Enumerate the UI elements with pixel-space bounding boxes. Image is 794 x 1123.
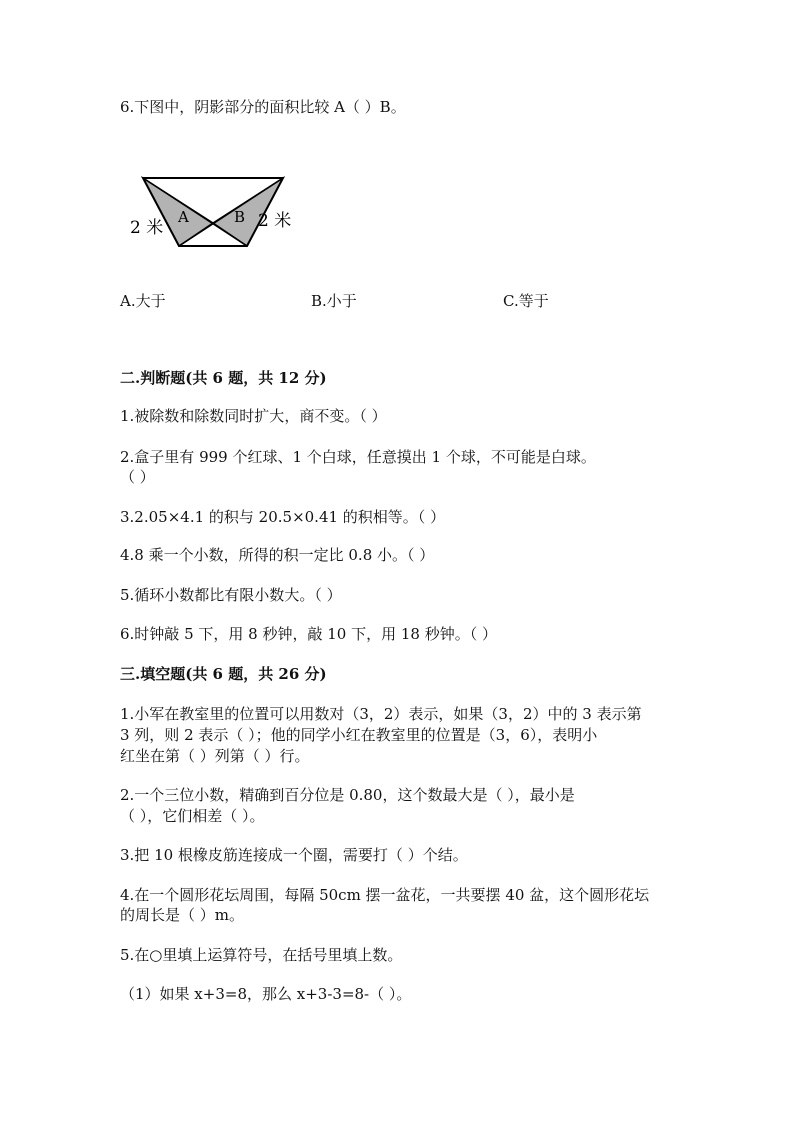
section-2-item: 2.盒子里有 999 个红球、1 个白球，任意摸出 1 个球，不可能是白球。: [120, 448, 596, 466]
section-3-item: 2.一个三位小数，精确到百分位是 0.80，这个数最大是（ ），最小是: [120, 786, 575, 804]
option-a: A.大于: [120, 292, 166, 310]
section-3-heading: 三.填空题(共 6 题，共 26 分): [120, 665, 327, 683]
section-3-item-continued: 红坐在第（ ）列第（ ）行。: [120, 747, 310, 765]
label-left-length: 2 米: [130, 218, 164, 238]
section-3-item: 3.把 10 根橡皮筋连接成一个圈，需要打（ ）个结。: [120, 846, 468, 864]
option-b: B.小于: [311, 292, 357, 310]
section-3-item-continued: 3 列，则 2 表示（ ）；他的同学小红在教室里的位置是（3，6），表明小: [120, 726, 598, 744]
section-2-item: 5.循环小数都比有限小数大。（ ）: [120, 586, 342, 604]
option-c: C.等于: [503, 292, 549, 310]
section-3-item: 1.小军在教室里的位置可以用数对（3，2）表示，如果（3，2）中的 3 表示第: [120, 705, 642, 723]
label-right-length: 2 米: [258, 211, 292, 231]
label-b: B: [234, 208, 246, 226]
section-3-item-continued: （ ），它们相差（ ）。: [120, 807, 265, 825]
section-2-item: 6.时钟敲 5 下，用 8 秒钟，敲 10 下，用 18 秒钟。（ ）: [120, 625, 497, 643]
section-3-subitem: （1）如果 x+3=8，那么 x+3-3=8-（ ）。: [120, 985, 412, 1003]
section-2-item: 4.8 乘一个小数，所得的积一定比 0.8 小。（ ）: [120, 546, 435, 564]
label-a: A: [178, 208, 189, 226]
trapezoid-figure: [118, 168, 308, 250]
question-6-text: 6.下图中，阴影部分的面积比较 A（ ）B。: [120, 98, 406, 116]
section-2-item-continued: （ ）: [120, 468, 155, 486]
section-2-item: 3.2.05×4.1 的积与 20.5×0.41 的积相等。（ ）: [120, 508, 446, 526]
section-3-item: 4.在一个圆形花坛周围，每隔 50cm 摆一盆花，一共要摆 40 盆，这个圆形花坛: [120, 886, 650, 904]
section-3-item: 5.在○里填上运算符号，在括号里填上数。: [120, 946, 403, 964]
section-2-heading: 二.判断题(共 6 题，共 12 分): [120, 369, 327, 387]
section-3-item-continued: 的周长是（ ）m。: [120, 906, 244, 924]
section-2-item: 1.被除数和除数同时扩大，商不变。（ ）: [120, 407, 387, 425]
